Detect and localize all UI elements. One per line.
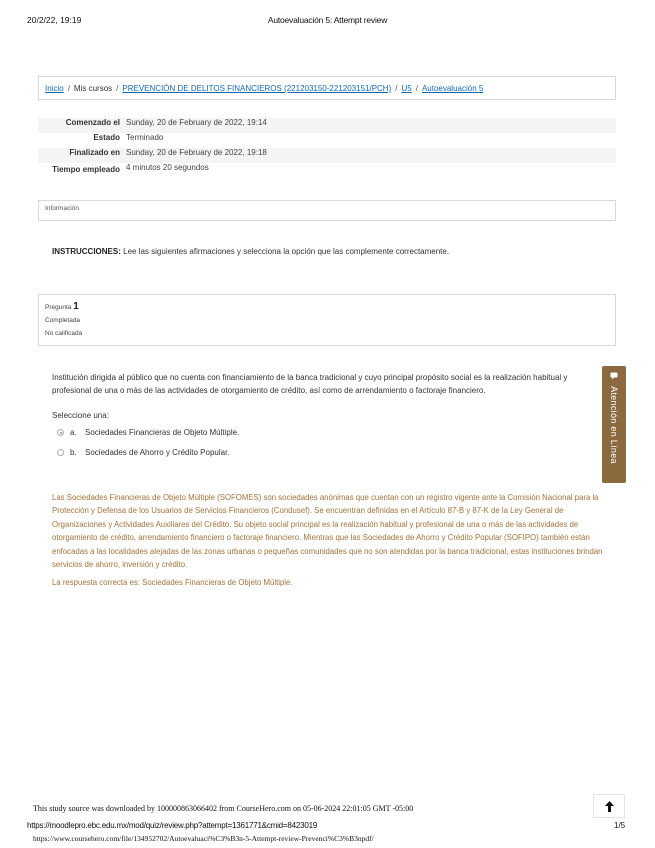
summary-key: Finalizado en — [69, 148, 120, 157]
information-box — [38, 200, 616, 221]
source-url: https://www.coursehero.com/file/134952702/Autoevaluaci%C3%B3n-5-Attempt-review-Prevenci%C3%B3npdf/ — [33, 834, 374, 843]
instructions — [52, 247, 449, 256]
option-b-radio[interactable] — [57, 449, 64, 456]
option-b[interactable] — [57, 448, 230, 457]
breadcrumb-unit-link[interactable]: U5 — [401, 84, 412, 93]
question-status: Completada — [45, 317, 81, 324]
option-letter: b. — [70, 448, 77, 457]
summary-value: Sunday, 20 de February de 2022, 19:18 — [126, 148, 267, 157]
print-url: https://moodlepro.ebc.edu.mx/mod/quiz/review.php?attempt=1361771&cmid=8423019 — [27, 821, 318, 830]
breadcrumb-home-link[interactable]: Inicio — [45, 84, 64, 93]
instructions-text: Lee las siguientes afirmaciones y selecciona la opción que las complemente correctamente. — [123, 247, 450, 256]
summary-row-time — [38, 163, 616, 178]
page-number: 1/5 — [614, 821, 626, 830]
question-number: 1 — [73, 301, 79, 312]
arrow-up-icon — [605, 801, 614, 812]
select-prompt: Seleccione una: — [52, 411, 109, 420]
question-text: Institución dirigida al público que no cuenta con financiamiento de la banca tradicional y cuyo principal propósito social es la realización habitual y profesional de una o más de las actividades de otorgamiento de crédito, así como de arrendamiento o factoraje financiero. — [52, 373, 568, 395]
summary-row-started — [38, 118, 616, 133]
question-prefix: Pregunta — [45, 304, 72, 311]
breadcrumb-separator: / — [67, 84, 70, 93]
question-info — [38, 294, 616, 346]
breadcrumb-course-link[interactable]: PREVENCIÓN DE DELITOS FINANCIEROS (221203150-221203151/PCH) — [122, 84, 392, 93]
download-notice: This study source was downloaded by 100000863066402 from CourseHero.com on 05-06-2024 22:01:05 GMT -05:00 — [33, 804, 414, 813]
option-label: Sociedades de Ahorro y Crédito Popular. — [85, 448, 230, 457]
summary-row-state — [38, 133, 616, 148]
breadcrumb-my-courses: Mis cursos — [73, 84, 113, 93]
print-date: 20/2/22, 19:19 — [27, 15, 82, 25]
scroll-top-button[interactable] — [593, 794, 625, 818]
question-grade: No calificada — [45, 330, 83, 337]
print-title: Autoevaluación 5: Attempt review — [267, 15, 388, 25]
option-label: Sociedades Financieras de Objeto Múltiple. — [85, 428, 240, 437]
instructions-label: INSTRUCCIONES: — [52, 247, 121, 256]
breadcrumb — [38, 76, 616, 100]
online-support-tab[interactable] — [602, 366, 626, 483]
breadcrumb-separator: / — [415, 84, 418, 93]
option-a-radio[interactable] — [57, 429, 64, 436]
option-letter: a. — [70, 428, 77, 437]
attempt-summary-table — [38, 118, 616, 178]
summary-value: 4 minutos 20 segundos — [126, 163, 209, 172]
summary-value: Sunday, 20 de February de 2022, 19:14 — [126, 118, 267, 127]
breadcrumb-separator: / — [395, 84, 398, 93]
summary-key: Estado — [93, 133, 120, 142]
breadcrumb-quiz-link[interactable]: Autoevaluación 5 — [421, 84, 484, 93]
summary-key: Comenzado el — [65, 118, 120, 127]
chat-icon — [610, 372, 618, 380]
summary-value: Terminado — [126, 133, 164, 142]
summary-key: Tiempo empleado — [52, 165, 120, 174]
summary-row-finished — [38, 148, 616, 163]
option-a[interactable] — [57, 428, 239, 437]
general-feedback: Las Sociedades Financieras de Objeto Múltiple (SOFOMES) son sociedades anónimas que cuentan con un registro vigente ante la Comisión Nacional para la Protección y Defensa de los Usuarios de Servicios Financieros (Condusef). Se encuentran definidas en el Artículo 87-B y 87-K de la Ley General de Organizaciones y Actividades Auxiliares del Crédito. Su objeto social principal es la realización habitual y profesional de una o más de las actividades de otorgamiento de crédito, arrendamiento financiero o factoraje financiero. Mientras que las Sociedades de Ahorro y Crédito Popular (SOFIPO) también están enfocadas a las localidades alejadas de las zonas urbanas o pequeñas comunidades que no son atendidas por la banca tradicional, estas instituciones brindan servicios de ahorro, inversión y crédito. — [52, 493, 603, 570]
right-answer: La respuesta correcta es: Sociedades Financieras de Objeto Múltiple. — [52, 578, 293, 587]
breadcrumb-separator: / — [116, 84, 119, 93]
information-label: Información — [45, 205, 79, 212]
online-support-label: Atención en Línea — [609, 385, 619, 464]
